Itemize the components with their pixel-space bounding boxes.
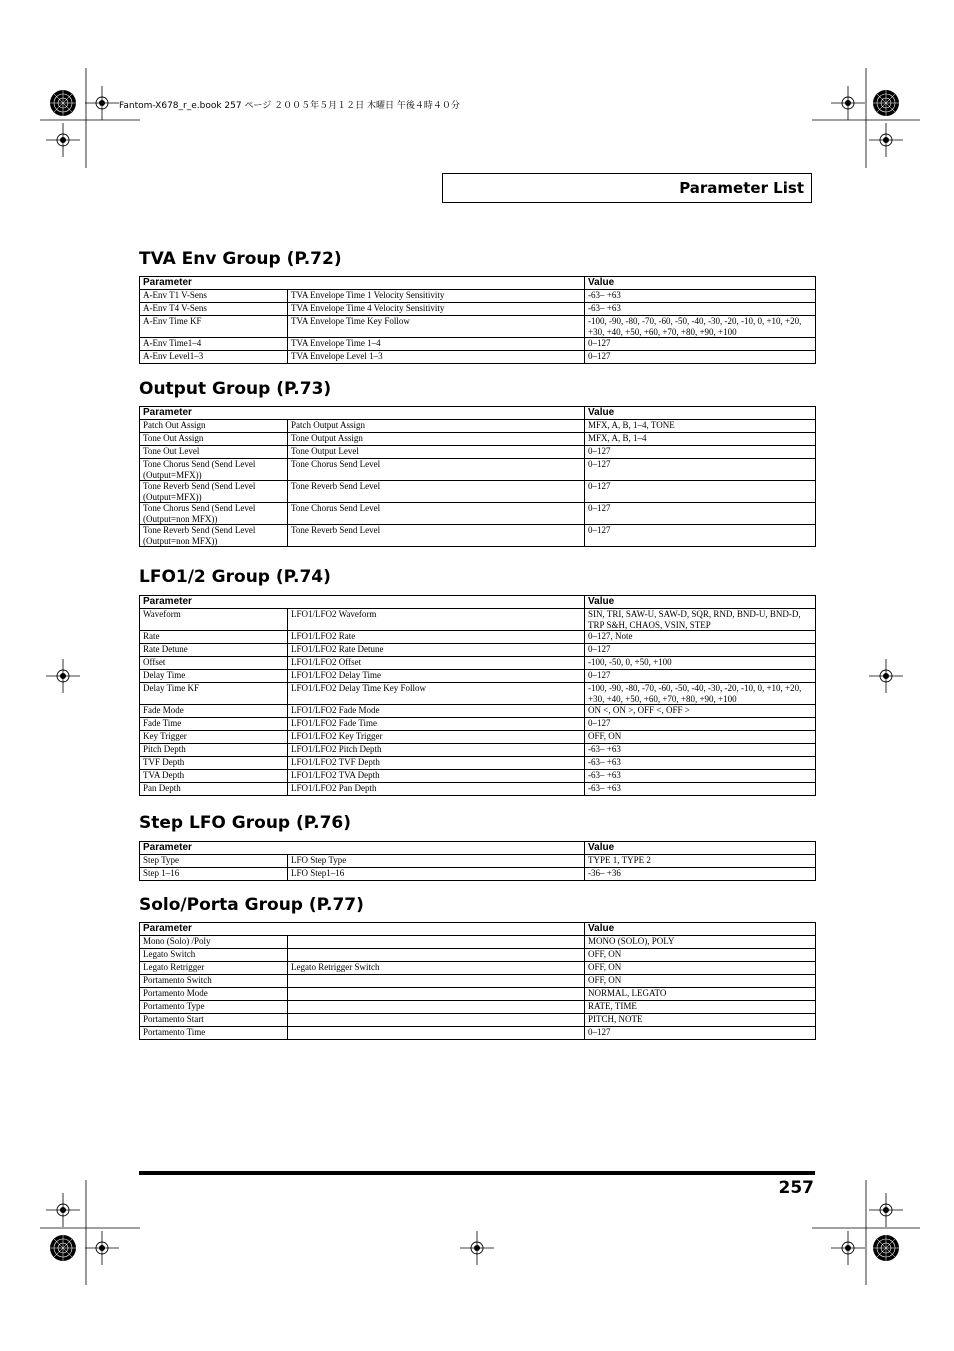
table-row [140,1001,816,1014]
section-title-solo-porta: Solo/Porta Group (P.77) [139,895,364,915]
cell-value: -36– +36 [585,868,816,881]
table-row [140,290,816,303]
cell-description: Tone Chorus Send Level [288,503,585,525]
running-header [442,173,812,203]
cell-value: -63– +63 [585,303,816,316]
cell-value: -63– +63 [585,770,816,783]
cell-description: Tone Reverb Send Level [288,525,585,547]
cell-parameter: Tone Out Level [140,446,288,459]
cell-description: LFO1/LFO2 Pitch Depth [288,744,585,757]
cell-parameter: Pitch Depth [140,744,288,757]
header-value: Value [585,923,816,936]
cell-parameter: Key Trigger [140,731,288,744]
cell-value: SIN, TRI, SAW-U, SAW-D, SQR, RND, BND-U, BND-D, TRP S&H, CHAOS, VSIN, STEP [585,609,816,631]
section-title-step-lfo: Step LFO Group (P.76) [139,813,352,833]
cell-parameter: Waveform [140,609,288,631]
print-header: Fantom-X678_r_e.book 257 ページ ２００５年５月１２日 木曜日 午後４時４０分 [119,101,460,111]
cell-parameter: Portamento Time [140,1027,288,1040]
table-row [140,855,816,868]
table-row [140,868,816,881]
cell-parameter: Tone Chorus Send (Send Level (Output=non MFX)) [140,503,288,525]
cell-value: 0–127, Note [585,631,816,644]
cell-description: LFO1/LFO2 Key Trigger [288,731,585,744]
cell-description: TVA Envelope Level 1–3 [288,351,585,364]
cell-parameter: Rate [140,631,288,644]
section-title-lfo: LFO1/2 Group (P.74) [139,567,331,587]
cell-description: LFO Step1–16 [288,868,585,881]
table-row [140,657,816,670]
cell-parameter: Tone Out Assign [140,433,288,446]
cell-value: 0–127 [585,481,816,503]
header-parameter: Parameter [140,407,585,420]
cell-parameter: TVF Depth [140,757,288,770]
cell-description: Legato Retrigger Switch [288,962,585,975]
cell-description: LFO1/LFO2 Fade Mode [288,705,585,718]
header-parameter: Parameter [140,596,585,609]
table-row [140,525,816,547]
table-row [140,420,816,433]
table-row [140,770,816,783]
cell-value: MFX, A, B, 1–4 [585,433,816,446]
cell-parameter: A-Env Time KF [140,316,288,338]
cell-value: PITCH, NOTE [585,1014,816,1027]
cell-description: LFO1/LFO2 TVF Depth [288,757,585,770]
cell-value: OFF, ON [585,962,816,975]
cell-value: -63– +63 [585,290,816,303]
cell-value: 0–127 [585,351,816,364]
cell-value: RATE, TIME [585,1001,816,1014]
cell-parameter: Fade Mode [140,705,288,718]
cell-description: TVA Envelope Time 4 Velocity Sensitivity [288,303,585,316]
table-tva-env [139,276,816,364]
cell-value: MFX, A, B, 1–4, TONE [585,420,816,433]
cell-value: 0–127 [585,644,816,657]
cell-parameter: Portamento Mode [140,988,288,1001]
cell-value: OFF, ON [585,949,816,962]
table-header-row [140,277,816,290]
cell-value: OFF, ON [585,975,816,988]
table-row [140,481,816,503]
page-number: 257 [778,1178,814,1198]
header-value: Value [585,277,816,290]
table-row [140,705,816,718]
table-row [140,631,816,644]
cell-value: NORMAL, LEGATO [585,988,816,1001]
cell-description [288,1027,585,1040]
table-row [140,459,816,481]
cell-parameter: Portamento Start [140,1014,288,1027]
cell-parameter: A-Env Time1–4 [140,338,288,351]
header-parameter: Parameter [140,842,585,855]
cell-description: LFO1/LFO2 Rate [288,631,585,644]
cell-parameter: A-Env T4 V-Sens [140,303,288,316]
table-row [140,757,816,770]
cell-parameter: Fade Time [140,718,288,731]
table-lfo [139,595,816,796]
cell-parameter: Tone Reverb Send (Send Level (Output=MFX)) [140,481,288,503]
table-header-row [140,407,816,420]
cell-parameter: Pan Depth [140,783,288,796]
table-header-row [140,842,816,855]
cell-value: 0–127 [585,446,816,459]
table-row [140,936,816,949]
cell-parameter: Mono (Solo) /Poly [140,936,288,949]
table-header-row [140,923,816,936]
cell-parameter: Tone Reverb Send (Send Level (Output=non MFX)) [140,525,288,547]
cell-parameter: Offset [140,657,288,670]
table-row [140,683,816,705]
cell-parameter: Step Type [140,855,288,868]
cell-value: -63– +63 [585,757,816,770]
cell-description [288,936,585,949]
table-row [140,718,816,731]
table-row [140,1027,816,1040]
table-row [140,783,816,796]
cell-value: -100, -90, -80, -70, -60, -50, -40, -30, -20, -10, 0, +10, +20, +30, +40, +50, +60, +70, +80, +90, +100 [585,683,816,705]
cell-description [288,988,585,1001]
table-row [140,351,816,364]
header-parameter: Parameter [140,277,585,290]
cell-description: LFO1/LFO2 TVA Depth [288,770,585,783]
cell-value: 0–127 [585,525,816,547]
cell-parameter: Step 1–16 [140,868,288,881]
header-value: Value [585,596,816,609]
cell-value: 0–127 [585,338,816,351]
table-row [140,503,816,525]
cell-parameter: Patch Out Assign [140,420,288,433]
cell-description: Tone Chorus Send Level [288,459,585,481]
table-row [140,303,816,316]
cell-value: 0–127 [585,718,816,731]
table-step-lfo [139,841,816,881]
cell-parameter: Rate Detune [140,644,288,657]
table-row [140,338,816,351]
cell-value: 0–127 [585,1027,816,1040]
cell-description: TVA Envelope Time 1–4 [288,338,585,351]
header-value: Value [585,407,816,420]
cell-parameter: Legato Retrigger [140,962,288,975]
section-title-tva-env: TVA Env Group (P.72) [139,249,342,269]
cell-description: TVA Envelope Time 1 Velocity Sensitivity [288,290,585,303]
cell-description: LFO1/LFO2 Delay Time Key Follow [288,683,585,705]
cell-value: -63– +63 [585,744,816,757]
cell-description: LFO1/LFO2 Waveform [288,609,585,631]
cell-parameter: Delay Time KF [140,683,288,705]
cell-parameter: Legato Switch [140,949,288,962]
cell-description [288,1014,585,1027]
cell-value: 0–127 [585,459,816,481]
cell-description [288,975,585,988]
table-row [140,949,816,962]
cell-description: Tone Output Level [288,446,585,459]
cell-value: 0–127 [585,503,816,525]
table-row [140,670,816,683]
cell-value: TYPE 1, TYPE 2 [585,855,816,868]
cell-value: -100, -50, 0, +50, +100 [585,657,816,670]
table-row [140,446,816,459]
cell-value: ON <, ON >, OFF <, OFF > [585,705,816,718]
running-header-title: Parameter List [679,179,804,197]
section-title-output: Output Group (P.73) [139,379,332,399]
cell-parameter: A-Env T1 V-Sens [140,290,288,303]
cell-description: TVA Envelope Time Key Follow [288,316,585,338]
table-row [140,975,816,988]
cell-description: LFO1/LFO2 Pan Depth [288,783,585,796]
table-row [140,316,816,338]
cell-parameter: Portamento Type [140,1001,288,1014]
cell-description [288,949,585,962]
cell-parameter: Portamento Switch [140,975,288,988]
table-header-row [140,596,816,609]
cell-value: MONO (SOLO), POLY [585,936,816,949]
cell-value: OFF, ON [585,731,816,744]
table-solo-porta [139,922,816,1040]
cell-value: -63– +63 [585,783,816,796]
cell-description: LFO1/LFO2 Rate Detune [288,644,585,657]
cell-parameter: TVA Depth [140,770,288,783]
cell-value: 0–127 [585,670,816,683]
table-row [140,988,816,1001]
table-row [140,962,816,975]
cell-description: LFO1/LFO2 Offset [288,657,585,670]
table-row [140,644,816,657]
cell-parameter: Delay Time [140,670,288,683]
cell-description: Tone Reverb Send Level [288,481,585,503]
cell-value: -100, -90, -80, -70, -60, -50, -40, -30, -20, -10, 0, +10, +20, +30, +40, +50, +60, +70, +80, +90, +100 [585,316,816,338]
table-row [140,433,816,446]
table-row [140,1014,816,1027]
cell-description: Patch Output Assign [288,420,585,433]
cell-description [288,1001,585,1014]
bottom-rule [139,1171,815,1175]
cell-parameter: A-Env Level1–3 [140,351,288,364]
table-row [140,609,816,631]
cell-parameter: Tone Chorus Send (Send Level (Output=MFX)) [140,459,288,481]
table-output [139,406,816,547]
header-value: Value [585,842,816,855]
cell-description: Tone Output Assign [288,433,585,446]
header-parameter: Parameter [140,923,585,936]
cell-description: LFO1/LFO2 Fade Time [288,718,585,731]
table-row [140,744,816,757]
table-row [140,731,816,744]
cell-description: LFO1/LFO2 Delay Time [288,670,585,683]
cell-description: LFO Step Type [288,855,585,868]
